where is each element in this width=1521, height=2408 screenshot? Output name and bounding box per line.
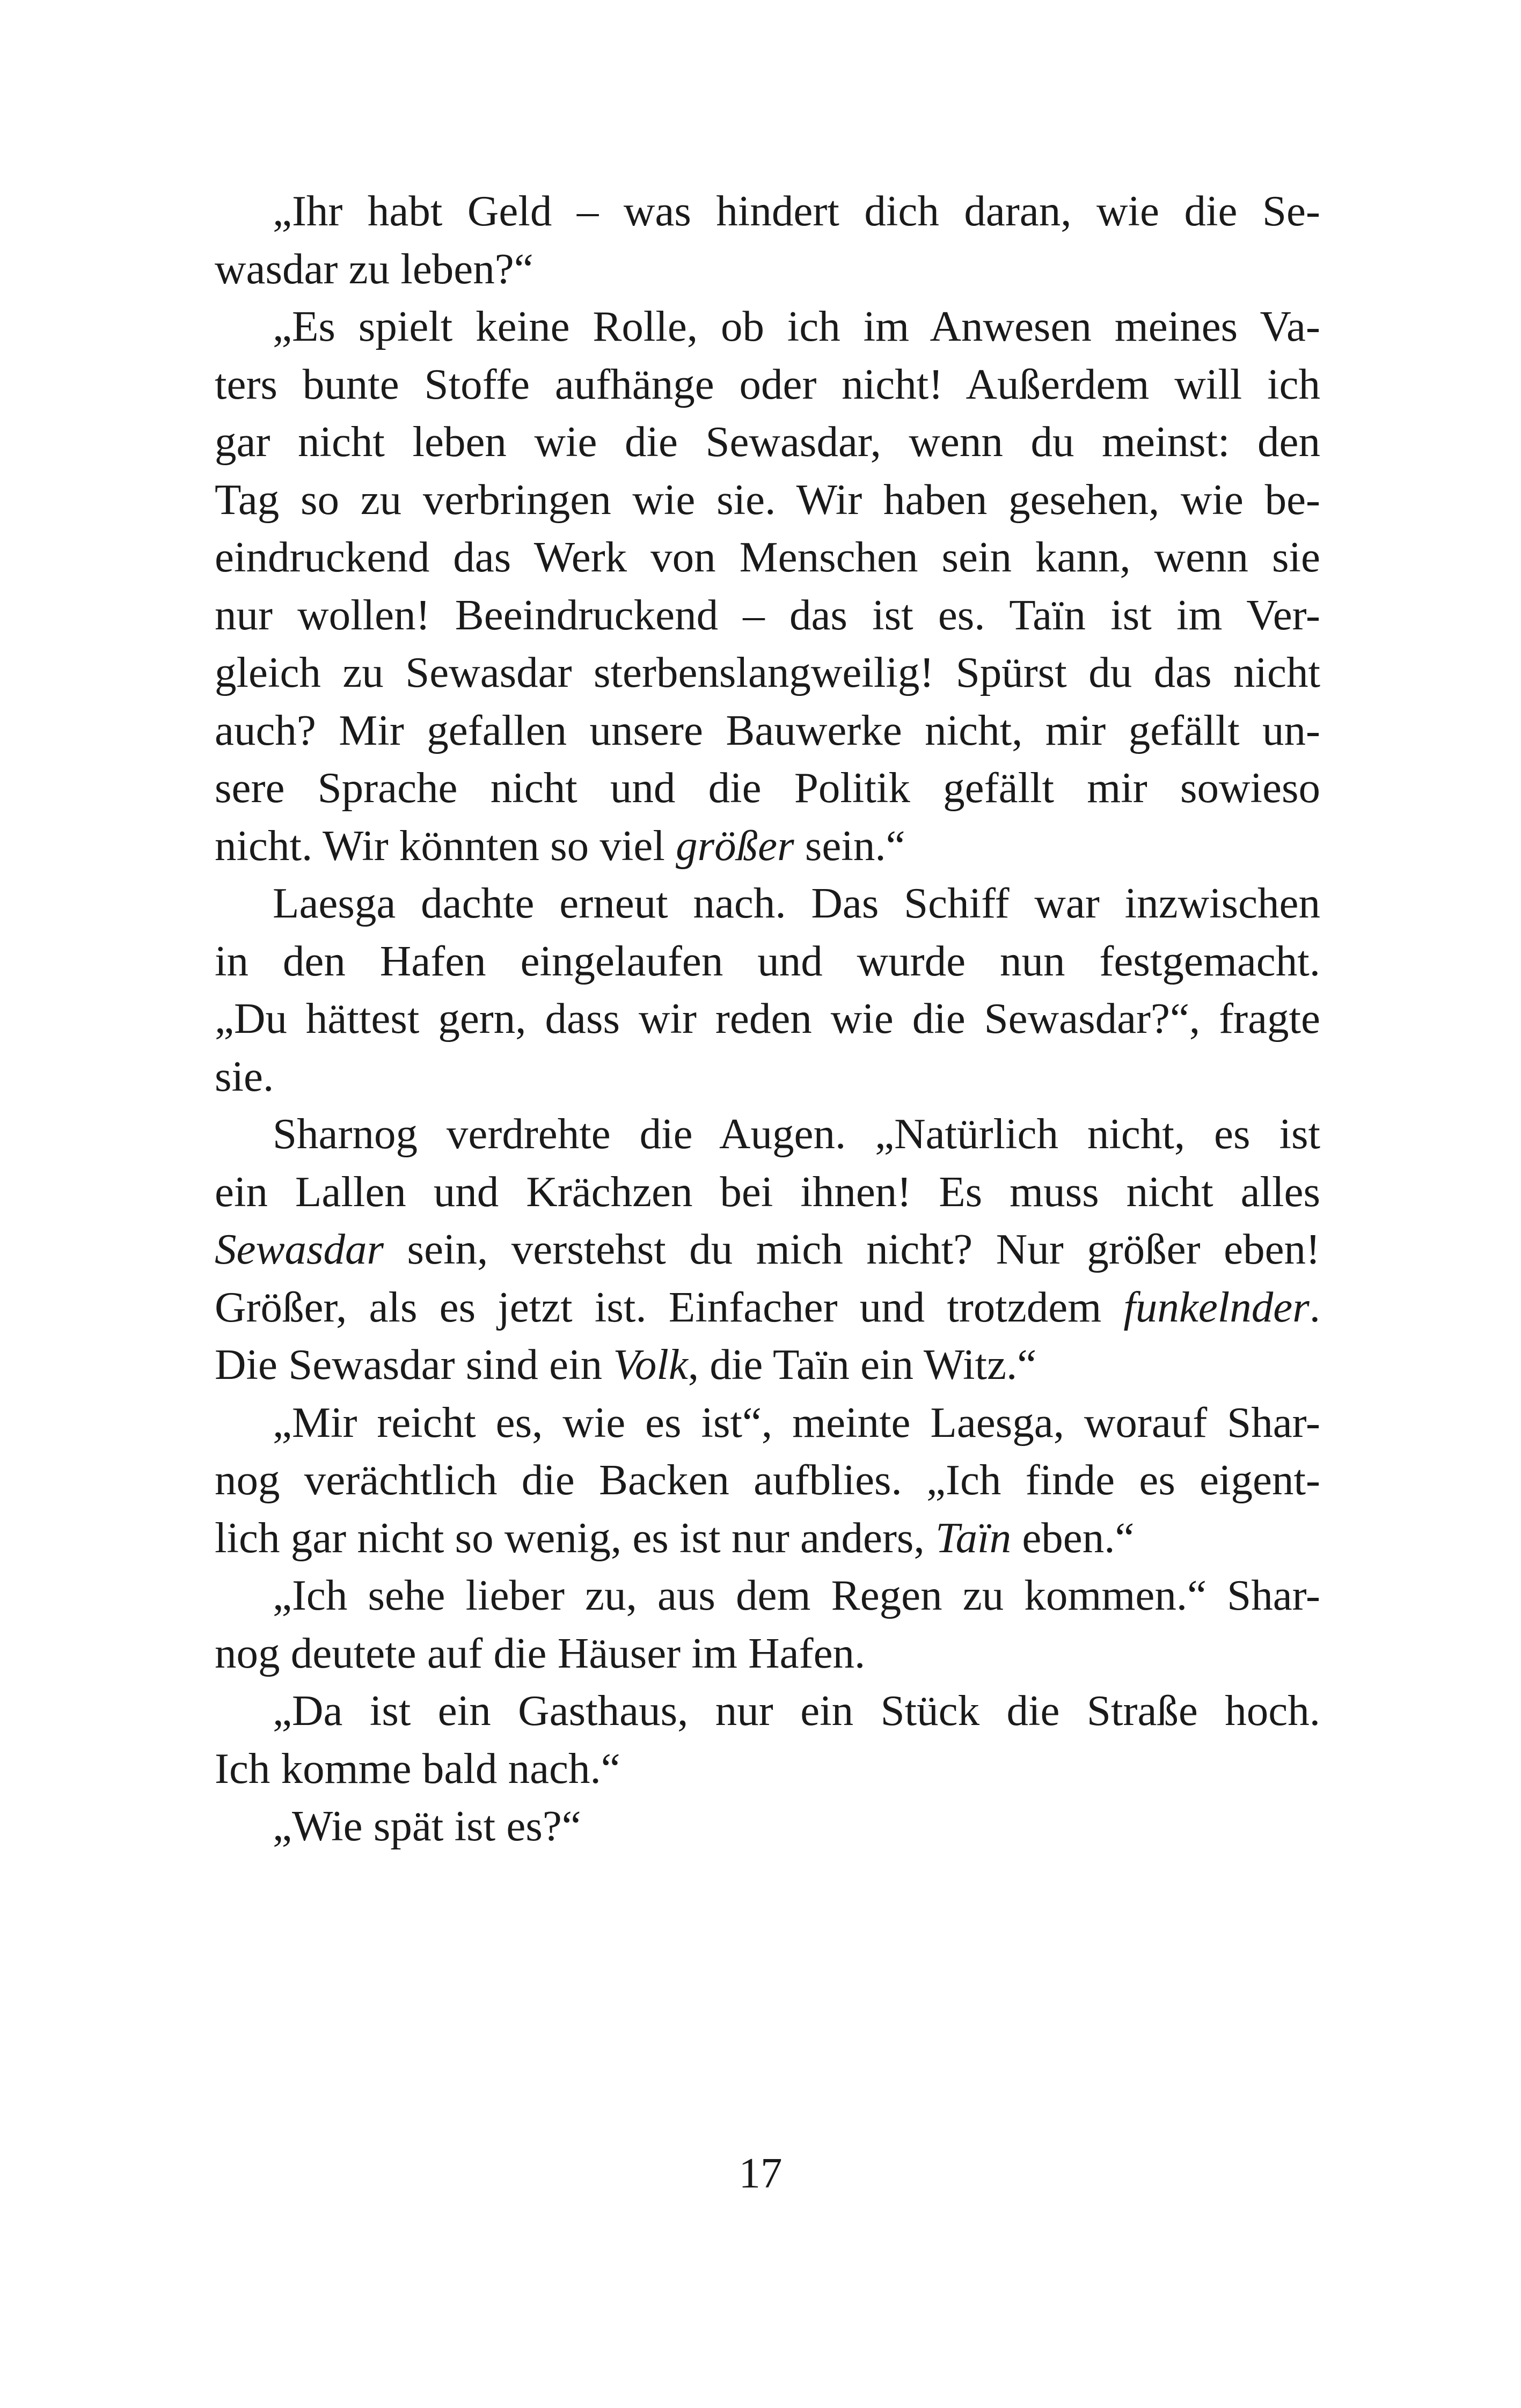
emphasis-text: Sewasdar	[215, 1225, 384, 1273]
text-segment: sein, verstehst du mich nicht? Nur größer eben!	[384, 1225, 1320, 1273]
text-segment: Die Sewasdar sind ein	[215, 1340, 613, 1389]
text-segment: eben.“	[1011, 1513, 1135, 1562]
text-segment: Größer, als es jetzt ist. Einfacher und trotzdem	[215, 1282, 1124, 1331]
text-line: Tag so zu verbringen wie sie. Wir haben gesehen, wie be-	[215, 475, 1320, 524]
text-line	[215, 817, 1320, 875]
text-line: „Ihr habt Geld – was hindert dich daran, wie die Se-	[273, 187, 1320, 235]
text-line	[215, 1336, 1320, 1394]
text-line: „Du hättest gern, dass wir reden wie die Sewasdar?“, fragte	[215, 994, 1320, 1043]
emphasis-text: Volk	[613, 1340, 688, 1389]
text-segment: .	[1309, 1282, 1320, 1331]
text-segment: nicht. Wir könnten so viel	[215, 821, 676, 870]
text-line	[215, 1221, 1320, 1279]
text-line: nog verächtlich die Backen aufblies. „Ich finde es eigent-	[215, 1456, 1320, 1504]
text-line: Ich komme bald nach.“	[215, 1744, 620, 1793]
emphasis-text: Taïn	[935, 1513, 1012, 1562]
body-text	[215, 182, 1320, 1855]
text-segment: lich gar nicht so wenig, es ist nur anders,	[215, 1513, 935, 1562]
text-line: „Da ist ein Gasthaus, nur ein Stück die Straße hoch.	[273, 1686, 1320, 1735]
text-line: gar nicht leben wie die Sewasdar, wenn du meinst: den	[215, 417, 1320, 466]
text-line: „Mir reicht es, wie es ist“, meinte Laesga, worauf Shar-	[273, 1398, 1320, 1447]
page-number: 17	[738, 2149, 783, 2197]
text-line: „Ich sehe lieber zu, aus dem Regen zu kommen.“ Shar-	[273, 1571, 1320, 1619]
text-line: ein Lallen und Krächzen bei ihnen! Es muss nicht alles	[215, 1167, 1320, 1216]
text-segment: sein.“	[794, 821, 905, 870]
text-line: auch? Mir gefallen unsere Bauwerke nicht, mir gefällt un-	[215, 706, 1320, 754]
text-line: „Es spielt keine Rolle, ob ich im Anwesen meines Va-	[273, 302, 1320, 350]
text-segment: , die Taïn ein Witz.“	[688, 1340, 1037, 1389]
text-line: sie.	[215, 1052, 274, 1100]
text-line: in den Hafen eingelaufen und wurde nun festgemacht.	[215, 936, 1320, 985]
text-line: wasdar zu leben?“	[215, 244, 533, 293]
text-line: eindruckend das Werk von Menschen sein kann, wenn sie	[215, 533, 1320, 581]
text-line: Sharnog verdrehte die Augen. „Natürlich nicht, es ist	[273, 1110, 1320, 1158]
text-line: nog deutete auf die Häuser im Hafen.	[215, 1628, 866, 1677]
emphasis-text: funkelnder	[1123, 1282, 1310, 1331]
text-line: Laesga dachte erneut nach. Das Schiff war inzwischen	[273, 879, 1320, 927]
text-line: nur wollen! Beeindruckend – das ist es. Taïn ist im Ver-	[215, 590, 1320, 639]
emphasis-text: größer	[676, 821, 794, 870]
text-line	[215, 1279, 1320, 1337]
text-line: gleich zu Sewasdar sterbenslangweilig! Spürst du das nicht	[215, 648, 1320, 696]
text-line	[215, 1509, 1320, 1567]
text-line: sere Sprache nicht und die Politik gefällt mir sowieso	[215, 763, 1320, 812]
text-line: „Wie spät ist es?“	[273, 1802, 581, 1850]
text-line: ters bunte Stoffe aufhänge oder nicht! Außerdem will ich	[215, 359, 1320, 408]
